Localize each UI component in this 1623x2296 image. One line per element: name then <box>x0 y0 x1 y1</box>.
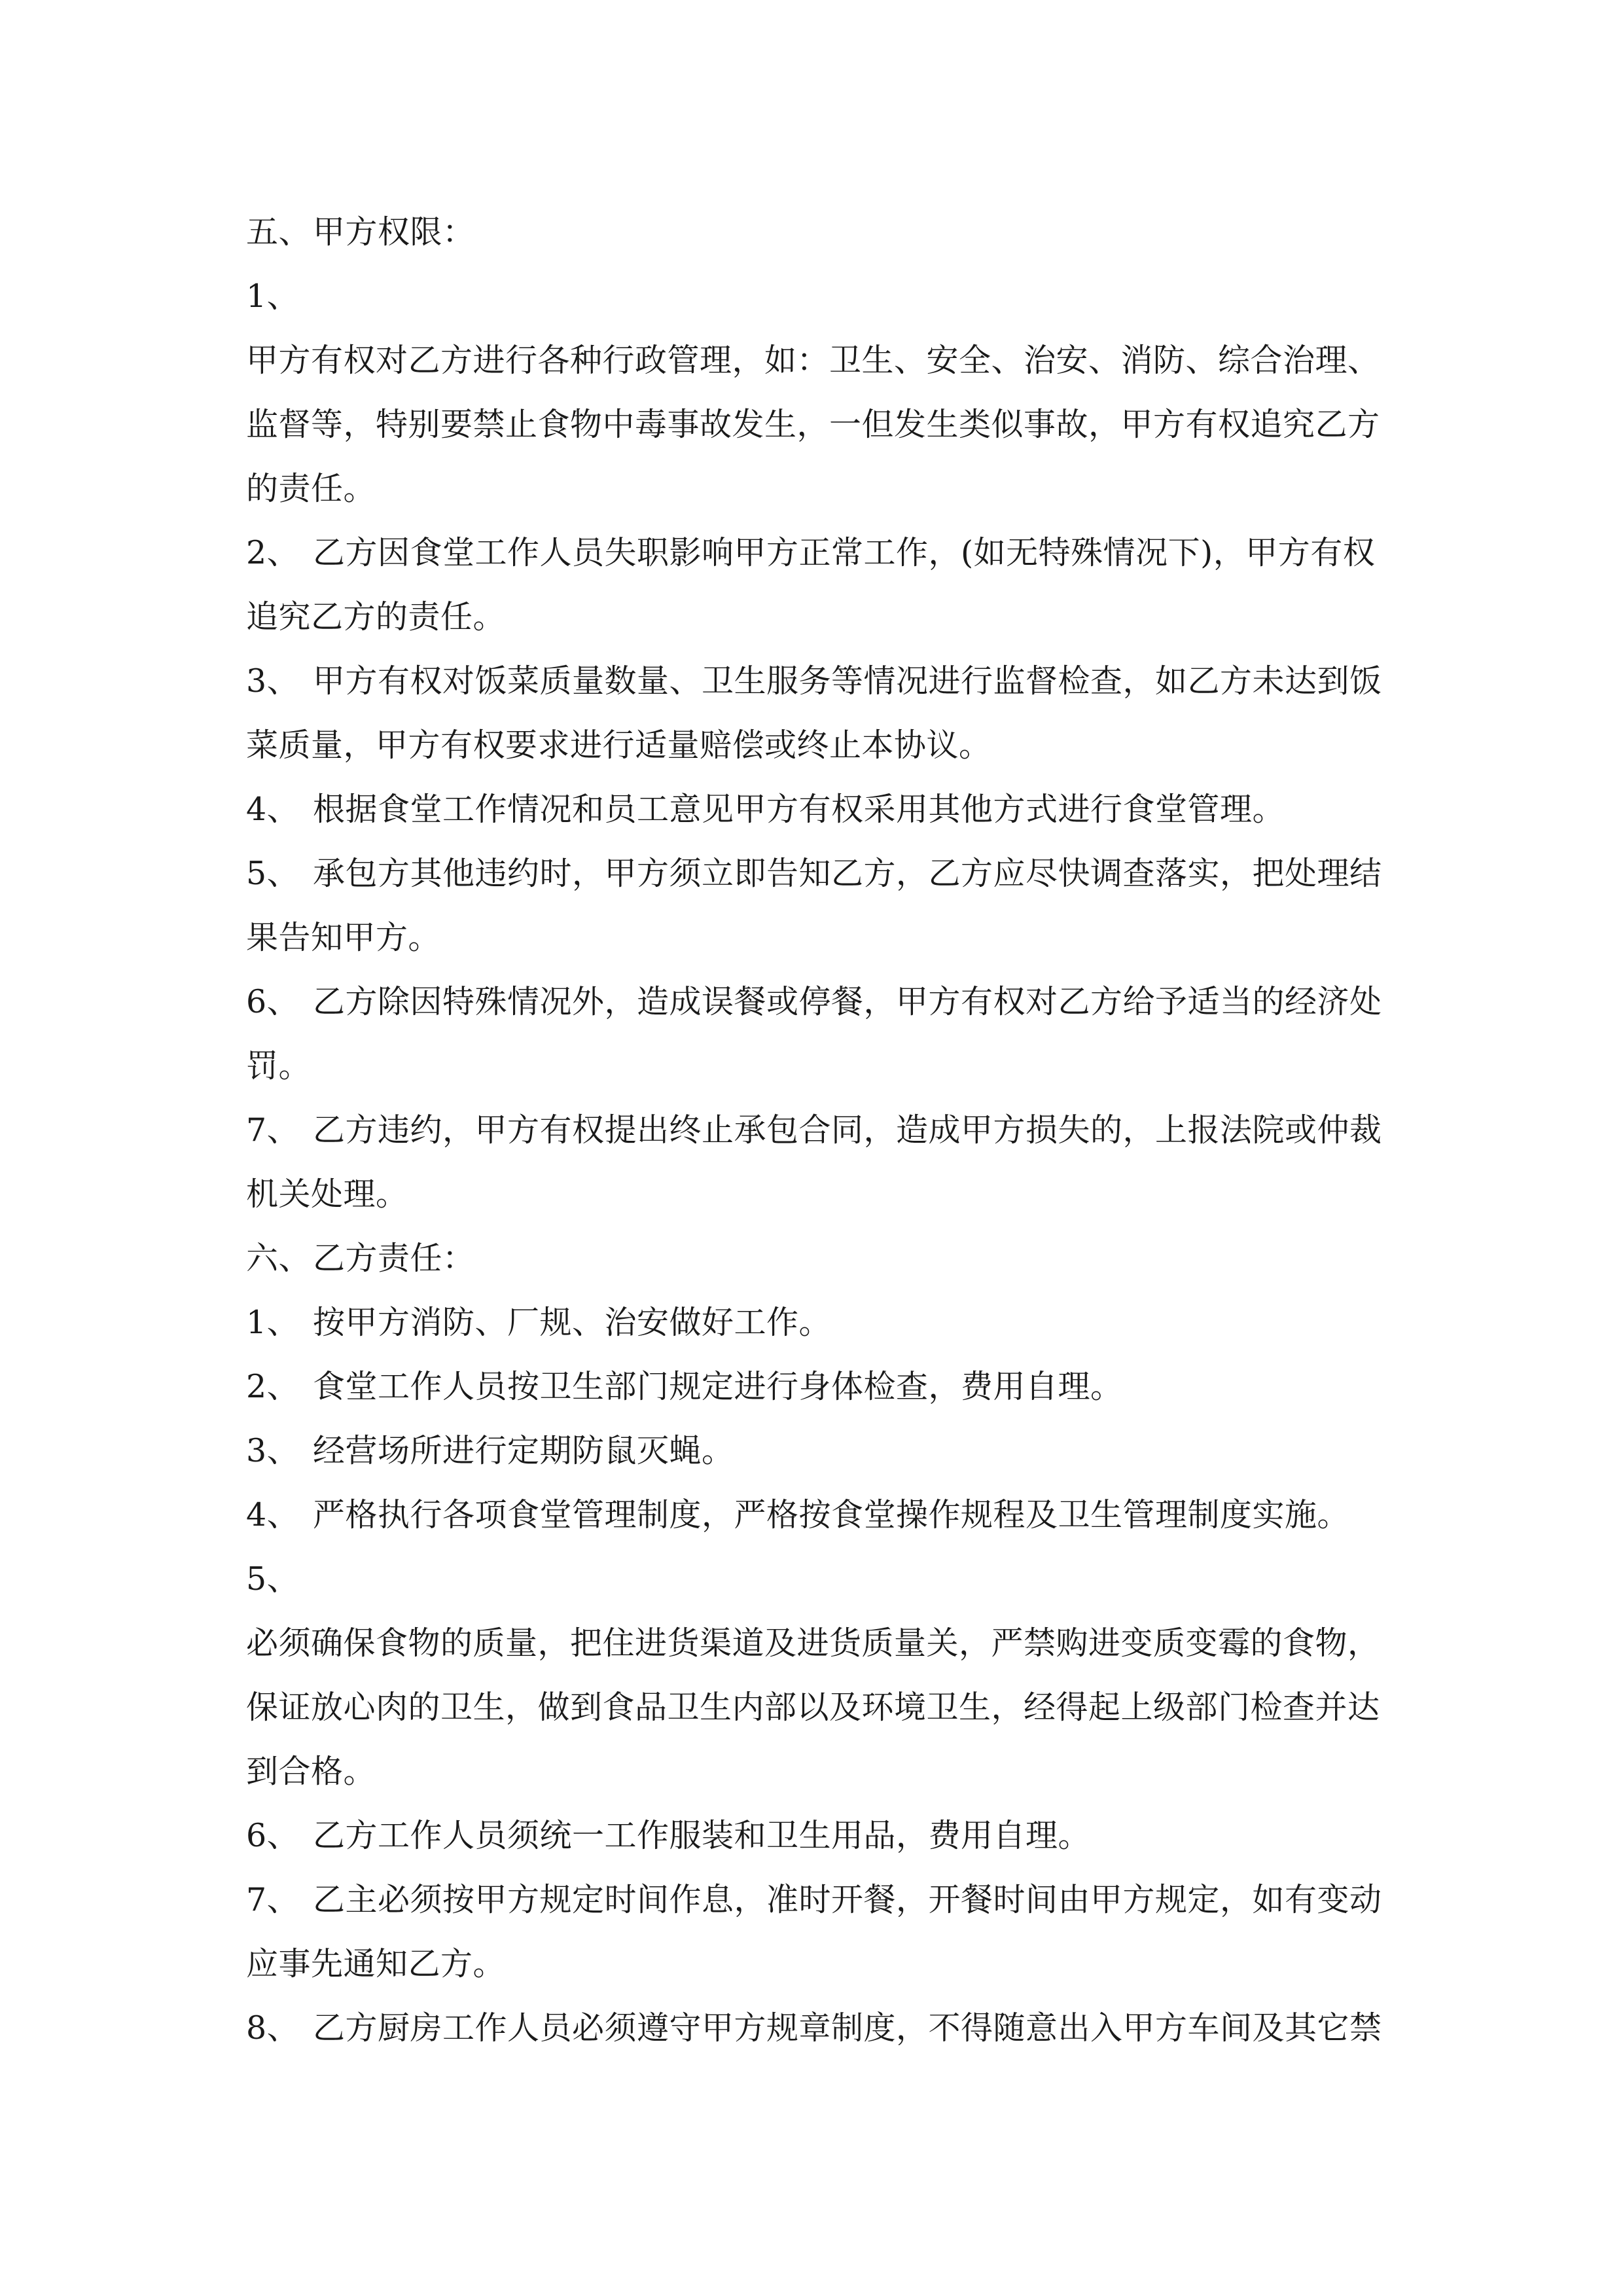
clause-text: 乙主必须按甲方规定时间作息，准时开餐，开餐时间由甲方规定，如有变动 <box>313 1881 1382 1918</box>
clause-number: 4、 <box>246 1496 300 1534</box>
clause-first-line <box>246 1355 1385 1419</box>
section-title: 甲方权限： <box>313 213 475 251</box>
clause-continuation-line <box>246 1676 1385 1740</box>
clause-first-line <box>246 970 1385 1034</box>
clause-text: 应事先通知乙方。 <box>246 1945 506 1982</box>
clause-continuation-line <box>246 1740 1385 1804</box>
clause-text: 罚。 <box>246 1047 312 1085</box>
clause-first-line <box>246 1098 1385 1162</box>
clause-text: 机关处理。 <box>246 1175 408 1213</box>
section-number: 六、 <box>246 1240 312 1277</box>
clause-first-line <box>246 778 1385 842</box>
clause-first-line <box>246 1419 1385 1483</box>
clause-continuation-line <box>246 1162 1385 1227</box>
clause-number: 6、 <box>246 983 300 1020</box>
clause-first-line <box>246 1804 1385 1868</box>
clause-continuation-line <box>246 329 1385 393</box>
section-heading <box>246 1227 1385 1291</box>
clause-text: 甲方有权对乙方进行各种行政管理，如：卫生、安全、治安、消防、综合治理、 <box>246 342 1380 379</box>
clause-continuation-line <box>246 585 1385 649</box>
clause-text: 经营场所进行定期防鼠灭蝇。 <box>313 1432 734 1469</box>
clause-continuation-line <box>246 393 1385 457</box>
clause-first-line <box>246 1547 1385 1611</box>
clause-text: 根据食堂工作情况和员工意见甲方有权采用其他方式进行食堂管理。 <box>313 791 1285 828</box>
clause-text: 监督等，特别要禁止食物中毒事故发生，一但发生类似事故，甲方有权追究乙方 <box>246 406 1380 443</box>
clause-text: 乙方除因特殊情况外，造成误餐或停餐，甲方有权对乙方给予适当的经济处 <box>313 983 1382 1020</box>
clause-text: 甲方有权对饭菜质量数量、卫生服务等情况进行监督检查，如乙方未达到饭 <box>313 662 1382 700</box>
clause-text: 追究乙方的责任。 <box>246 598 506 636</box>
section-heading <box>246 200 1385 264</box>
section-title: 乙方责任： <box>313 1240 475 1277</box>
clause-text: 到合格。 <box>246 1753 376 1790</box>
clause-number: 2、 <box>246 534 300 571</box>
clause-number: 6、 <box>246 1817 300 1854</box>
clause-text: 的责任。 <box>246 470 376 507</box>
clause-number: 3、 <box>246 1432 300 1469</box>
clause-number: 3、 <box>246 662 300 700</box>
clause-continuation-line <box>246 906 1385 970</box>
clause-text: 严格执行各项食堂管理制度，严格按食堂操作规程及卫生管理制度实施。 <box>313 1496 1350 1534</box>
clause-text: 乙方因食堂工作人员失职影响甲方正常工作，(如无特殊情况下)，甲方有权 <box>313 534 1376 571</box>
clause-first-line <box>246 1868 1385 1932</box>
clause-text: 果告知甲方。 <box>246 919 441 956</box>
clause-text: 按甲方消防、厂规、治安做好工作。 <box>313 1304 832 1341</box>
clause-first-line <box>246 1291 1385 1355</box>
clause-number: 1、 <box>246 278 300 315</box>
clause-text: 必须确保食物的质量，把住进货渠道及进货质量关，严禁购进变质变霉的食物， <box>246 1624 1380 1662</box>
clause-first-line <box>246 649 1385 713</box>
section-number: 五、 <box>246 213 312 251</box>
clause-continuation-line <box>246 1034 1385 1098</box>
clause-first-line <box>246 264 1385 329</box>
clause-continuation-line <box>246 1932 1385 1996</box>
clause-number: 7、 <box>246 1881 300 1918</box>
clause-text: 乙方工作人员须统一工作服装和卫生用品，费用自理。 <box>313 1817 1091 1854</box>
clause-number: 2、 <box>246 1368 300 1405</box>
clause-text: 乙方厨房工作人员必须遵守甲方规章制度，不得随意出入甲方车间及其它禁 <box>313 2009 1382 2047</box>
clause-number: 8、 <box>246 2009 300 2047</box>
clause-text: 承包方其他违约时，甲方须立即告知乙方，乙方应尽快调查落实，把处理结 <box>313 855 1382 892</box>
clause-text: 保证放心肉的卫生，做到食品卫生内部以及环境卫生，经得起上级部门检查并达 <box>246 1689 1380 1726</box>
clause-continuation-line <box>246 1611 1385 1676</box>
clause-first-line <box>246 521 1385 585</box>
clause-first-line <box>246 842 1385 906</box>
document-body <box>246 200 1385 2060</box>
clause-number: 4、 <box>246 791 300 828</box>
clause-number: 5、 <box>246 1560 300 1598</box>
clause-number: 7、 <box>246 1111 300 1149</box>
clause-text: 乙方违约，甲方有权提出终止承包合同，造成甲方损失的，上报法院或仲裁 <box>313 1111 1382 1149</box>
clause-text: 菜质量，甲方有权要求进行适量赔偿或终止本协议。 <box>246 726 991 764</box>
clause-continuation-line <box>246 457 1385 521</box>
clause-first-line <box>246 1996 1385 2060</box>
clause-continuation-line <box>246 713 1385 778</box>
clause-first-line <box>246 1483 1385 1547</box>
clause-number: 1、 <box>246 1304 300 1341</box>
clause-number: 5、 <box>246 855 300 892</box>
clause-text: 食堂工作人员按卫生部门规定进行身体检查，费用自理。 <box>313 1368 1123 1405</box>
